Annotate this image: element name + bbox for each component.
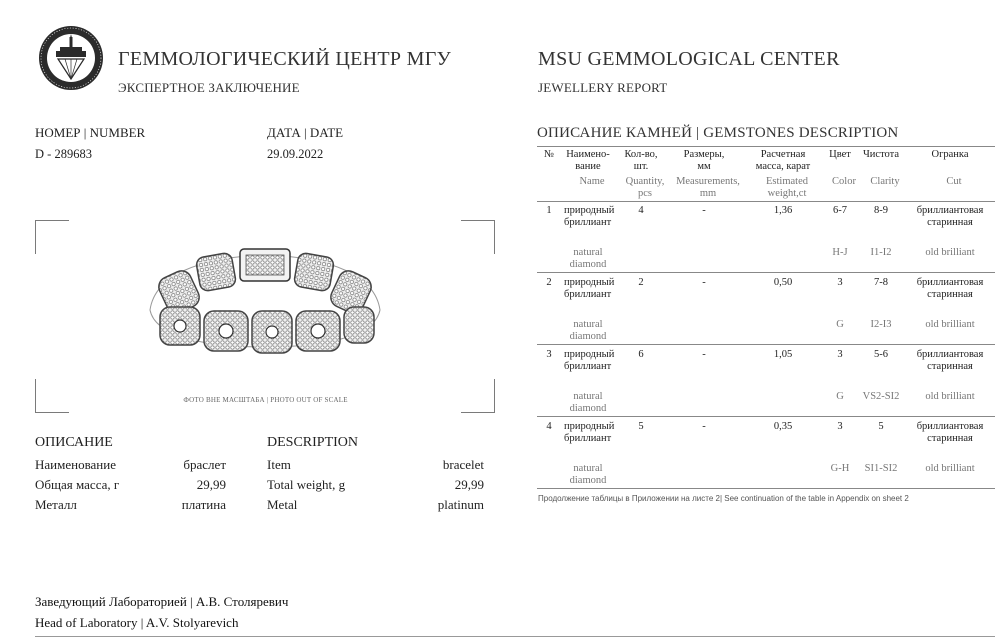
metal-value-ru: платина (181, 497, 226, 512)
cut-en: old brilliant (925, 319, 975, 330)
column-header-ru: Расчетная масса, карат (755, 149, 811, 172)
cut-en: old brilliant (925, 247, 975, 258)
column-header-ru: Цвет (829, 149, 851, 160)
photo-frame-corner (35, 220, 69, 254)
clarity-ru: 7-8 (874, 277, 888, 288)
column-header-en: Estimated weight,ct (766, 176, 808, 199)
column-header-en: Cut (946, 176, 962, 187)
item-value-ru: браслет (183, 457, 226, 472)
column-header-ru: Огранка (931, 149, 969, 160)
cut-ru: бриллиантовая старинная (916, 205, 984, 228)
report-date-value: 29.09.2022 (267, 147, 324, 161)
photo-scale-note: ФОТО ВНЕ МАСШТАБА | PHOTO OUT OF SCALE (183, 396, 348, 404)
clarity-en: I1-I2 (870, 247, 892, 258)
gemstones-title: ОПИСАНИЕ КАМНЕЙ | GEMSTONES DESCRIPTION (537, 125, 899, 141)
color-en: G-H (830, 463, 850, 474)
column-header-ru: Наимено- вание (566, 149, 610, 172)
measurements: - (702, 349, 706, 360)
header-subtitle-ru: ЭКСПЕРТНОЕ ЗАКЛЮЧЕНИЕ (118, 80, 300, 95)
cut-en: old brilliant (925, 391, 975, 402)
column-header-en: Clarity (870, 176, 900, 187)
stone-name-ru: природный бриллиант (564, 205, 615, 228)
estimated-weight: 1,36 (773, 205, 793, 216)
cut-ru: бриллиантовая старинная (916, 421, 984, 444)
clarity-en: I2-I3 (870, 319, 892, 330)
color-en: H-J (832, 247, 848, 258)
stone-name-en: natural diamond (569, 391, 607, 414)
quantity: 2 (638, 277, 644, 288)
color-ru: 3 (837, 421, 843, 432)
report-number-value: D - 289683 (35, 147, 92, 161)
metal-label-ru: Металл (35, 497, 77, 512)
table-row-rule (537, 416, 995, 417)
clarity-ru: 5-6 (874, 349, 888, 360)
column-header-en: Name (579, 176, 605, 187)
stone-name-en: natural diamond (569, 319, 607, 342)
column-header-en: Measurements, mm (676, 176, 740, 199)
quantity: 6 (638, 349, 644, 360)
stone-name-ru: природный бриллиант (564, 421, 615, 444)
metal-label-en: Metal (267, 497, 298, 512)
msu-seal-logo-icon (38, 25, 104, 91)
measurements: - (702, 277, 706, 288)
cut-ru: бриллиантовая старинная (916, 277, 984, 300)
table-row-rule (537, 272, 995, 273)
stone-name-ru: природный бриллиант (564, 349, 615, 372)
weight-label-ru: Общая масса, г (35, 477, 120, 492)
signature-en: Head of Laboratory | A.V. Stolyarevich (35, 615, 239, 630)
metal-value-en: platinum (437, 497, 484, 512)
table-row-rule (537, 344, 995, 345)
item-label-en: Item (267, 457, 291, 472)
row-number: 4 (546, 421, 552, 432)
column-header-ru: № (543, 149, 555, 160)
bracelet-photo (140, 235, 390, 365)
footer-divider (35, 636, 995, 637)
report-number-label: НОМЕР | NUMBER (35, 125, 146, 140)
header-subtitle-en: JEWELLERY REPORT (538, 80, 668, 95)
column-header-ru: Кол-во, шт. (624, 149, 658, 172)
item-label-ru: Наименование (35, 457, 116, 472)
table-header-rule (537, 201, 995, 202)
header-title-en: MSU GEMMOLOGICAL CENTER (538, 48, 840, 70)
table-continuation-note: Продолжение таблицы в Приложении на листе 2| See continuation of the table in Appendix on sheet 2 (538, 494, 909, 503)
clarity-en: SI1-SI2 (864, 463, 898, 474)
estimated-weight: 0,50 (773, 277, 793, 288)
photo-frame-corner (461, 220, 495, 254)
description-ru-heading: ОПИСАНИЕ (35, 435, 113, 450)
column-header-en: Quantity, pcs (625, 176, 665, 199)
clarity-ru: 8-9 (874, 205, 888, 216)
measurements: - (702, 421, 706, 432)
clarity-ru: 5 (878, 421, 884, 432)
column-header-ru: Чистота (862, 149, 900, 160)
cut-ru: бриллиантовая старинная (916, 349, 984, 372)
cut-en: old brilliant (925, 463, 975, 474)
measurements: - (702, 205, 706, 216)
color-en: G (836, 391, 844, 402)
estimated-weight: 1,05 (773, 349, 793, 360)
row-number: 3 (546, 349, 552, 360)
weight-value-ru: 29,99 (196, 477, 226, 492)
weight-value-en: 29,99 (454, 477, 484, 492)
color-en: G (836, 319, 844, 330)
color-ru: 6-7 (833, 205, 847, 216)
signature-ru: Заведующий Лабораторией | А.В. Столяревич (35, 594, 289, 609)
table-top-rule (537, 146, 995, 147)
weight-label-en: Total weight, g (267, 477, 346, 492)
stone-name-ru: природный бриллиант (564, 277, 615, 300)
row-number: 1 (546, 205, 552, 216)
quantity: 4 (638, 205, 644, 216)
description-en-heading: DESCRIPTION (267, 435, 359, 450)
quantity: 5 (638, 421, 644, 432)
column-header-ru: Размеры, мм (683, 149, 725, 172)
table-row-rule (537, 488, 995, 489)
header-title-ru: ГЕММОЛОГИЧЕСКИЙ ЦЕНТР МГУ (118, 48, 452, 70)
stone-name-en: natural diamond (569, 463, 607, 486)
stone-name-en: natural diamond (569, 247, 607, 270)
color-ru: 3 (837, 277, 843, 288)
column-header-en: Color (832, 176, 856, 187)
item-value-en: bracelet (442, 457, 484, 472)
estimated-weight: 0,35 (773, 421, 793, 432)
color-ru: 3 (837, 349, 843, 360)
clarity-en: VS2-SI2 (862, 391, 900, 402)
row-number: 2 (546, 277, 552, 288)
report-date-label: ДАТА | DATE (267, 125, 344, 140)
